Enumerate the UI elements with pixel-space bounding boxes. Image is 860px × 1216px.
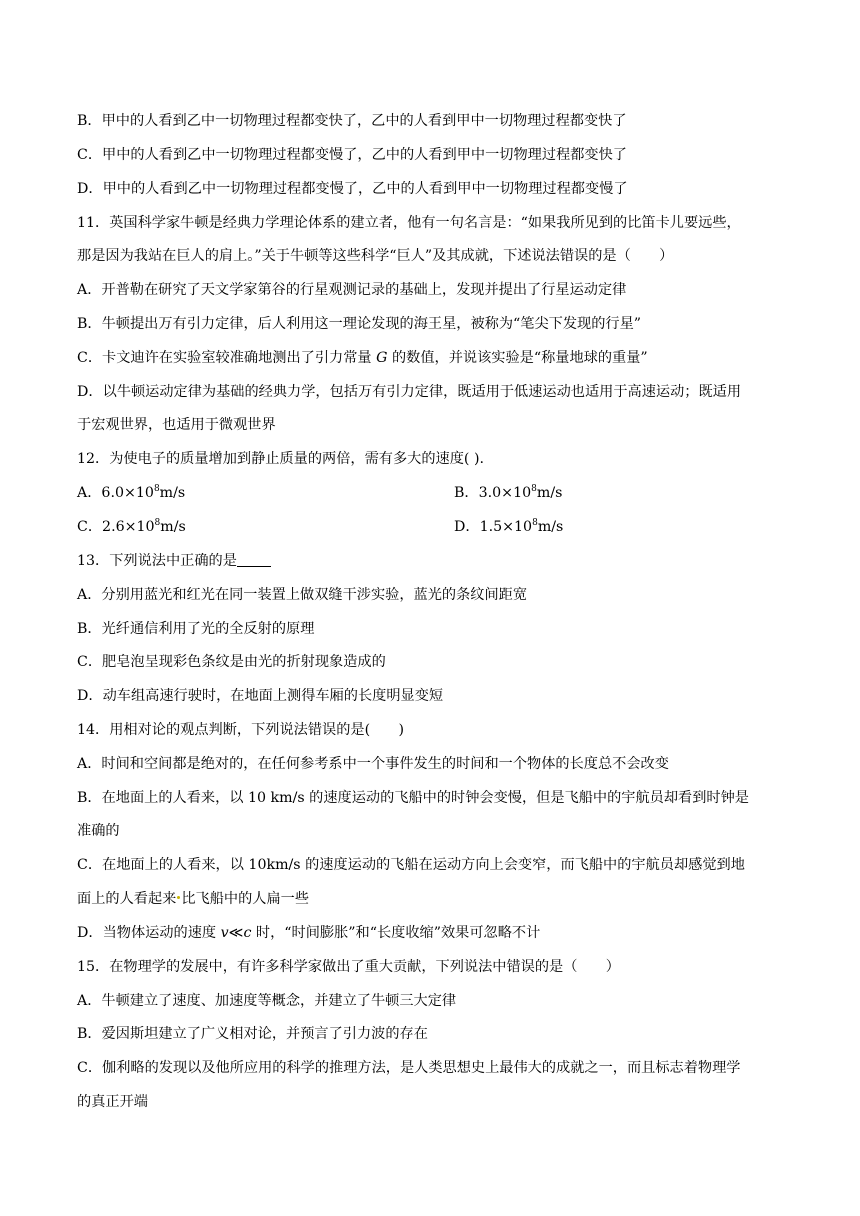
answer-blank — [237, 552, 271, 567]
text: B．3.0×10 — [454, 485, 532, 501]
q10-option-d: D．甲中的人看到乙中一切物理过程都变慢了，乙中的人看到甲中一切物理过程都变慢了 — [77, 181, 628, 197]
q13-option-a: A．分别用蓝光和红光在同一装置上做双缝干涉实验，蓝光的条纹间距宽 — [77, 587, 528, 603]
text: 比飞船中的人扁一些 — [181, 891, 310, 907]
symbol-g: G — [376, 350, 388, 366]
q13-option-c: C．肥皂泡呈现彩色条纹是由光的折射现象造成的 — [77, 654, 386, 670]
q10-option-c: C．甲中的人看到乙中一切物理过程都变慢了，乙中的人看到甲中一切物理过程都变快了 — [77, 147, 627, 163]
text: D．当物体运动的速度 — [77, 925, 221, 941]
exponent: 8 — [153, 484, 160, 494]
q12-option-a — [77, 485, 185, 501]
q10-option-b: B．甲中的人看到乙中一切物理过程都变快了，乙中的人看到甲中一切物理过程都变快了 — [77, 113, 627, 129]
q15-option-c-line1: C．伽利略的发现以及他所应用的科学的推理方法，是人类思想史上最伟大的成就之一，而且标志着物理学 — [77, 1060, 741, 1076]
q12-options-row2 — [77, 517, 790, 537]
q14-option-b-line2: 准确的 — [77, 823, 120, 839]
q12-stem: 12．为使电子的质量增加到静止质量的两倍，需有多大的速度( ). — [77, 451, 485, 467]
q15-stem: 15．在物理学的发展中，有许多科学家做出了重大贡献，下列说法中错误的是（ ） — [77, 959, 620, 975]
q11-stem-line1: 11．英国科学家牛顿是经典力学理论体系的建立者，他有一句名言是：“如果我所见到的比笛卡儿要远些， — [77, 215, 741, 231]
text: A．6.0×10 — [77, 485, 154, 501]
q12-options-row1 — [77, 483, 790, 503]
q11-stem-line2: 那是因为我站在巨人的肩上。”关于牛顿等这些科学“巨人”及其成就，下述说法错误的是（ ） — [77, 248, 674, 264]
q13-stem — [77, 551, 790, 571]
q11-option-c — [77, 348, 790, 368]
q11-option-d-line1: D．以牛顿运动定律为基础的经典力学，包括万有引力定律，既适用于低速运动也适用于高速运动；既适用 — [77, 384, 742, 400]
q13-option-d: D．动车组高速行驶时，在地面上测得车厢的长度明显变短 — [77, 688, 444, 704]
text: 面上的人看起来 — [77, 891, 177, 907]
q13-option-b: B．光纤通信利用了光的全反射的原理 — [77, 621, 315, 637]
text: 13．下列说法中正确的是 — [77, 553, 237, 569]
q15-option-c-line2: 的真正开端 — [77, 1094, 148, 1110]
exponent: 8 — [154, 518, 161, 528]
q14-stem: 14．用相对论的观点判断，下列说法错误的是( ) — [77, 722, 405, 738]
q11-option-d-line2: 于宏观世界，也适用于微观世界 — [77, 417, 276, 433]
q11-option-a: A．开普勒在研究了天文学家第谷的行星观测记录的基础上，发现并提出了行星运动定律 — [77, 282, 627, 298]
text: C．2.6×10 — [77, 519, 155, 535]
text: m/s — [537, 519, 564, 535]
text: 的数值，并说该实验是“称量地球的重量” — [387, 350, 648, 366]
text: 时，“时间膨胀”和“长度收缩”效果可忽略不计 — [251, 925, 541, 941]
q15-option-b: B．爱因斯坦建立了广义相对论，并预言了引力波的存在 — [77, 1026, 428, 1042]
text: C．卡文迪许在实验室较准确地测出了引力常量 — [77, 350, 377, 366]
symbol-v: v — [220, 925, 229, 941]
text: m/s — [160, 519, 186, 535]
exponent: 8 — [531, 484, 537, 494]
text: m/s — [536, 485, 563, 501]
text: m/s — [159, 485, 186, 501]
q14-option-c-line1: C．在地面上的人看来，以 10km/s 的速度运动的飞船在运动方向上会变窄，而飞船中的宇航员却感觉到地 — [77, 857, 745, 873]
stray-dot — [177, 896, 180, 899]
q15-option-a: A．牛顿建立了速度、加速度等概念，并建立了牛顿三大定律 — [77, 993, 457, 1009]
symbol-c: c — [243, 925, 252, 941]
exponent: 8 — [532, 518, 538, 528]
q12-option-d — [454, 517, 563, 537]
much-less-than-symbol: ≪ — [228, 925, 244, 941]
q12-option-b — [454, 483, 562, 503]
q14-option-d — [77, 923, 790, 943]
q14-option-c-line2 — [77, 889, 790, 909]
q12-option-c — [77, 519, 186, 535]
q14-option-b-line1: B．在地面上的人看来，以 10 km/s 的速度运动的飞船中的时钟会变慢，但是飞船中的宇航员却看到时钟是 — [77, 790, 749, 806]
text: D．1.5×10 — [454, 519, 533, 535]
q14-option-a: A．时间和空间都是绝对的，在任何参考系中一个事件发生的时间和一个物体的长度总不会改变 — [77, 756, 669, 772]
q11-option-b: B．牛顿提出万有引力定律，后人利用这一理论发现的海王星，被称为“笔尖下发现的行星” — [77, 316, 642, 332]
